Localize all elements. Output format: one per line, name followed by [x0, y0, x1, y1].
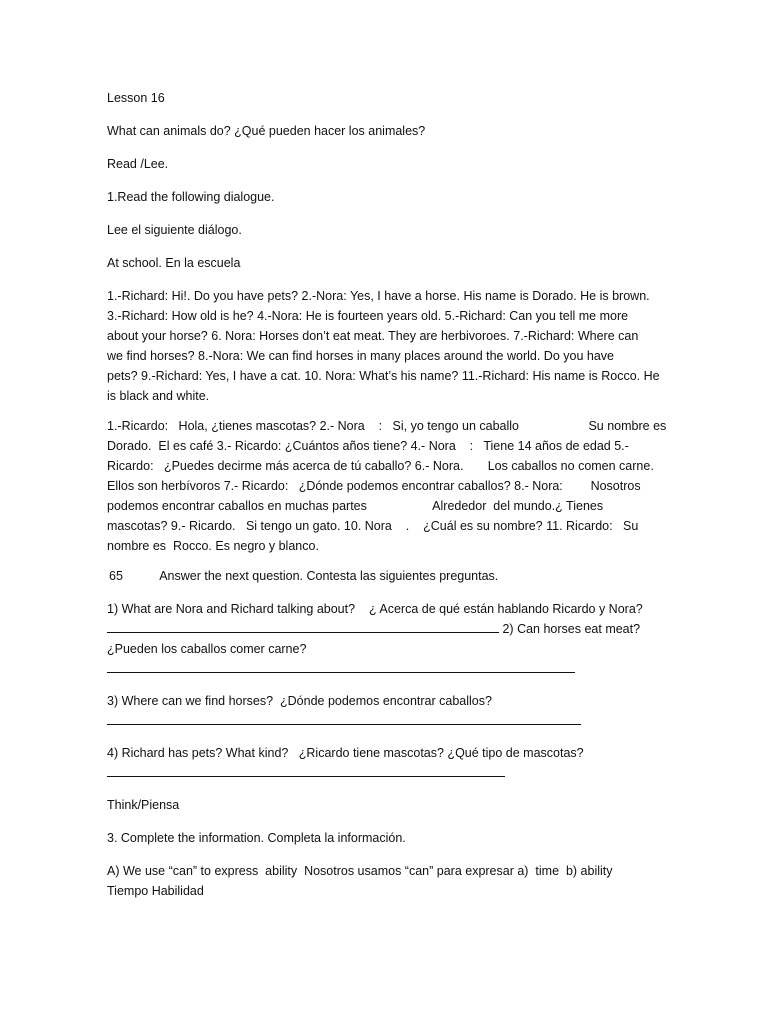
setting-line: At school. En la escuela: [107, 256, 241, 270]
question-1-answer-row: [107, 619, 667, 639]
ability-line-2: Tiempo Habilidad: [107, 884, 204, 898]
question-1-text: 1) What are Nora and Richard talking about? ¿ Acerca de qué están hablando Ricardo y Nora?: [107, 602, 643, 616]
answer-blank[interactable]: [107, 660, 575, 673]
dialogue-es-line: Ellos son herbívoros 7.- Ricardo: ¿Dónde podemos encontrar caballos? 8.- Nora: Nosotros: [107, 479, 641, 493]
think-heading: Think/Piensa: [107, 798, 180, 812]
dialogue-es-line: Dorado. El es café 3.- Ricardo: ¿Cuántos años tiene? 4.- Nora : Tiene 14 años de edad 5.-: [107, 439, 629, 453]
question-4-text: 4) Richard has pets? What kind? ¿Ricardo tiene mascotas? ¿Qué tipo de mascotas?: [107, 746, 584, 760]
dialogue-es-line: podemos encontrar caballos en muchas partes Alrededor del mundo.¿ Tienes: [107, 499, 604, 513]
ability-line-1: A) We use “can” to express ability Nosotros usamos “can” para expresar a) time b) ability: [107, 864, 613, 878]
dialogue-en-line: 3.-Richard: How old is he? 4.-Nora: He is fourteen years old. 5.-Richard: Can you tell me more: [107, 309, 629, 323]
dialogue-en-line: pets? 9.-Richard: Yes, I have a cat. 10. Nora: What’s his name? 11.-Richard: His name is Rocco. He: [107, 369, 660, 383]
dialogue-en-line: about your horse? 6. Nora: Horses don’t eat meat. They are herbivoroes. 7.-Richard: Where can: [107, 329, 639, 343]
read-heading: Read /Lee.: [107, 157, 169, 171]
dialogue-spanish: [107, 416, 667, 556]
ability-statement: [107, 861, 667, 901]
dialogue-es-line: nombre es Rocco. Es negro y blanco.: [107, 539, 319, 553]
instruction-en: 1.Read the following dialogue.: [107, 190, 275, 204]
lesson-label: Lesson 16: [107, 91, 165, 105]
dialogue-en-line: we find horses? 8.-Nora: We can find horses in many places around the world. Do you have: [107, 349, 614, 363]
question-2-text: 2) Can horses eat meat?: [502, 622, 641, 636]
question-1: [107, 599, 667, 679]
question-3-text: 3) Where can we find horses? ¿Dónde podemos encontrar caballos?: [107, 694, 492, 708]
dialogue-es-line: Ricardo: ¿Puedes decirme más acerca de tú caballo? 6.- Nora. Los caballos no comen carne.: [107, 459, 654, 473]
answer-blank[interactable]: [107, 620, 499, 633]
exercise-header: [107, 566, 667, 586]
question-3: [107, 691, 667, 731]
complete-instruction: 3. Complete the information. Completa la información.: [107, 831, 406, 845]
dialogue-english: [107, 286, 667, 406]
exercise-number: 65: [109, 569, 123, 583]
exercise-instruction: Answer the next question. Contesta las siguientes preguntas.: [159, 569, 499, 583]
question-2-spanish: ¿Pueden los caballos comer carne?: [107, 642, 307, 656]
dialogue-es-line: 1.-Ricardo: Hola, ¿tienes mascotas? 2.- Nora : Si, yo tengo un caballo Su nombre es: [107, 419, 667, 433]
answer-blank[interactable]: [107, 764, 505, 777]
dialogue-en-line: is black and white.: [107, 389, 210, 403]
answer-blank[interactable]: [107, 712, 581, 725]
lesson-title: What can animals do? ¿Qué pueden hacer los animales?: [107, 124, 426, 138]
dialogue-es-line: mascotas? 9.- Ricardo. Si tengo un gato. 10. Nora . ¿Cuál es su nombre? 11. Ricardo: Su: [107, 519, 639, 533]
question-2-answer-row: [107, 659, 667, 679]
dialogue-en-line: 1.-Richard: Hi!. Do you have pets? 2.-Nora: Yes, I have a horse. His name is Dorado. He is brown.: [107, 289, 650, 303]
question-3-answer-row: [107, 711, 667, 731]
instruction-es: Lee el siguiente diálogo.: [107, 223, 242, 237]
worksheet-page: [107, 88, 667, 901]
question-4-answer-row: [107, 763, 667, 783]
question-4: [107, 743, 667, 783]
